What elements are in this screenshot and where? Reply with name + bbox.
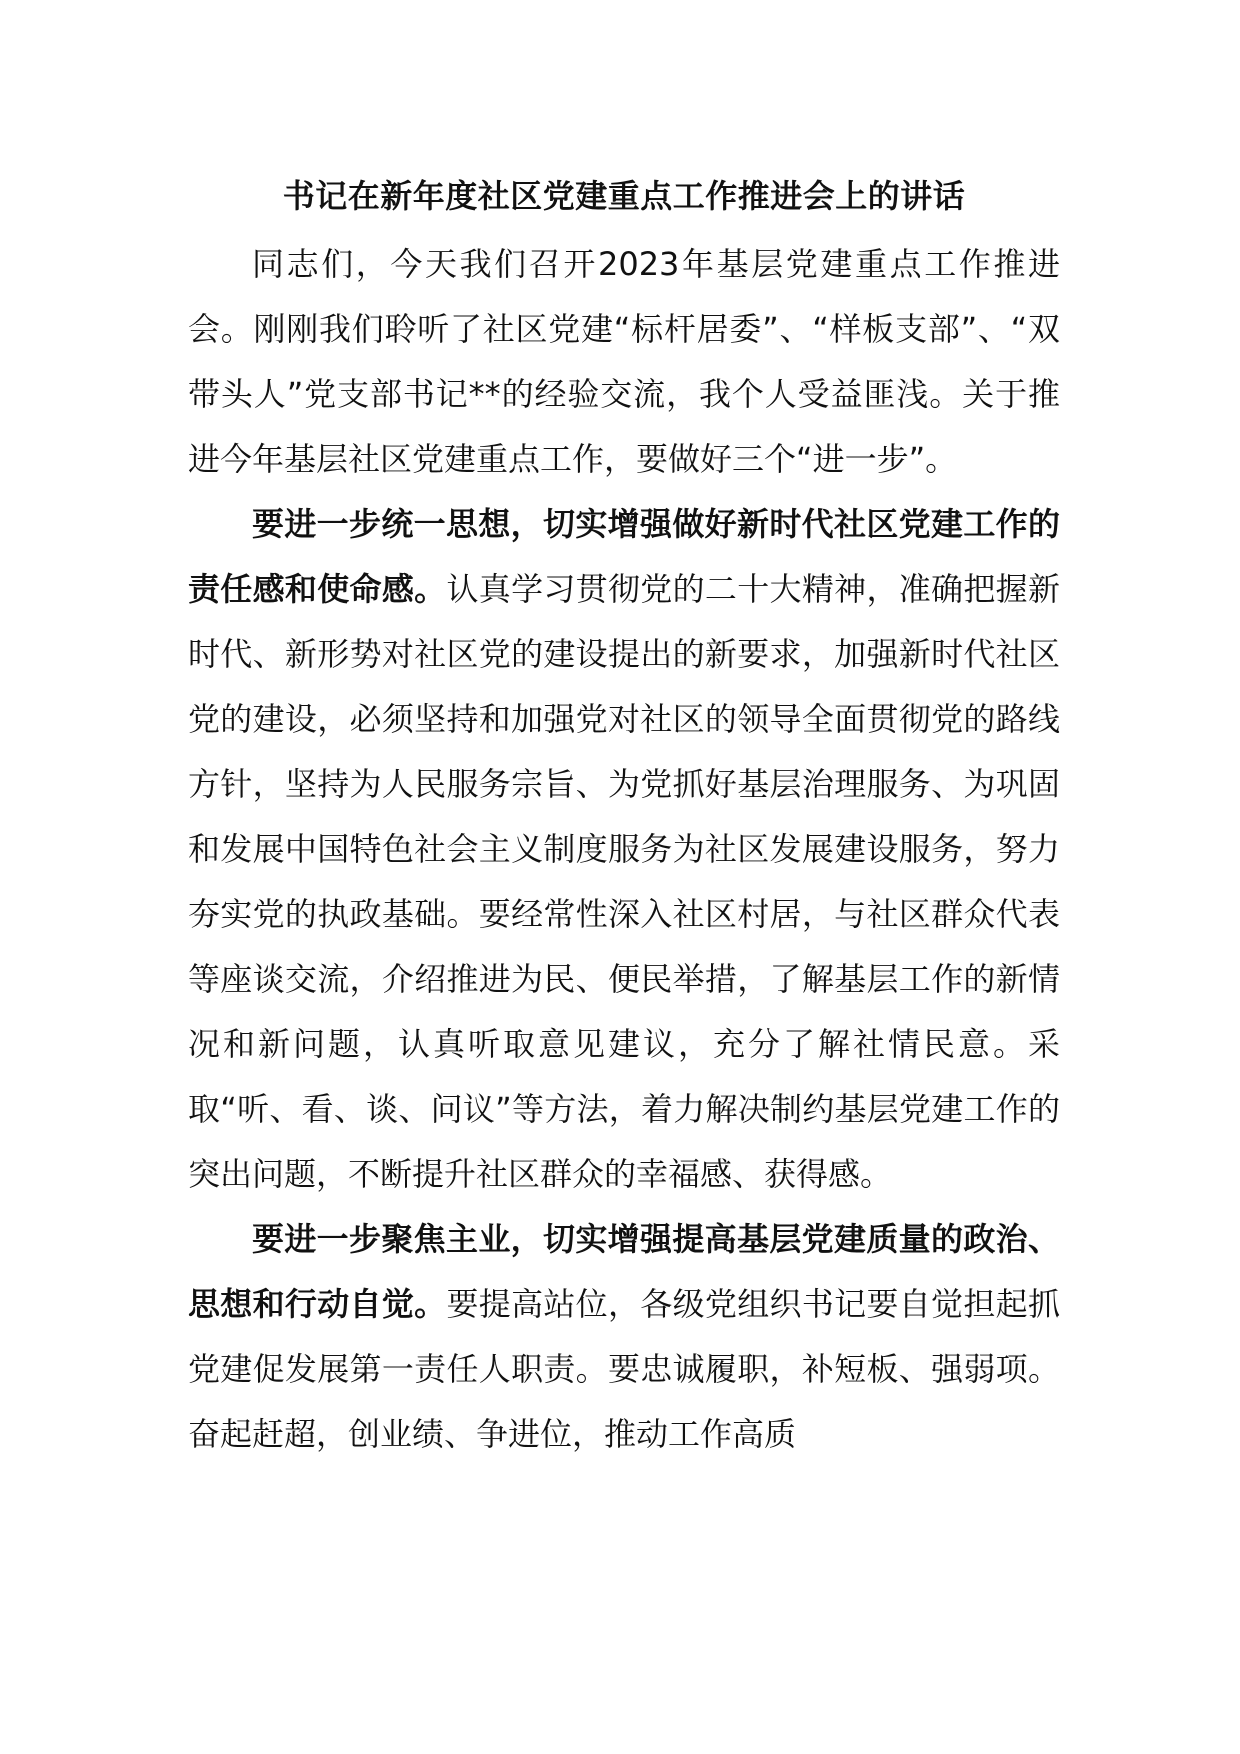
paragraph-text: 同志们，今天我们召开2023年基层党建重点工作推进会。刚刚我们聆听了社区党建“标杆居委”、“样板支部”、“双带头人”党支部书记**的经验交流，我个人受益匪浅。关于推进今年基层社区党建重点工作，要做好三个“进一步”。 <box>188 245 1060 478</box>
paragraph-lead: 要进一步统一思想，切实增强做好新时代社区党建工作的责任感和使命感。 <box>188 505 1060 608</box>
paragraph-lead: 要进一步聚焦主业，切实增强提高基层党建质量的政治、思想和行动自觉。 <box>188 1220 1060 1323</box>
paragraph-text: 认真学习贯彻党的二十大精神，准确把握新时代、新形势对社区党的建设提出的新要求，加强新时代社区党的建设，必须坚持和加强党对社区的领导全面贯彻党的路线方针，坚持为人民服务宗旨、为党抓好基层治理服务、为巩固和发展中国特色社会主义制度服务为社区发展建设服务，努力夯实党的执政基础。要经常性深入社区村居，与社区群众代表等座谈交流，介绍推进为民、便民举措，了解基层工作的新情况和新问题，认真听取意见建议，充分了解社情民意。采取“听、看、谈、问议”等方法，着力解决制约基层党建工作的突出问题，不断提升社区群众的幸福感、获得感。 <box>188 570 1060 1193</box>
document-title: 书记在新年度社区党建重点工作推进会上的讲话 <box>282 177 966 215</box>
paragraph-intro <box>188 232 1060 492</box>
paragraph-point-2 <box>188 1207 1060 1467</box>
paragraph-text: 要提高站位，各级党组织书记要自觉担起抓党建促发展第一责任人职责。要忠诚履职，补短板、强弱项。奋起赶超，创业绩、争进位，推动工作高质 <box>188 1285 1060 1453</box>
paragraph-point-1 <box>188 492 1060 1207</box>
document-body <box>188 232 1060 1467</box>
